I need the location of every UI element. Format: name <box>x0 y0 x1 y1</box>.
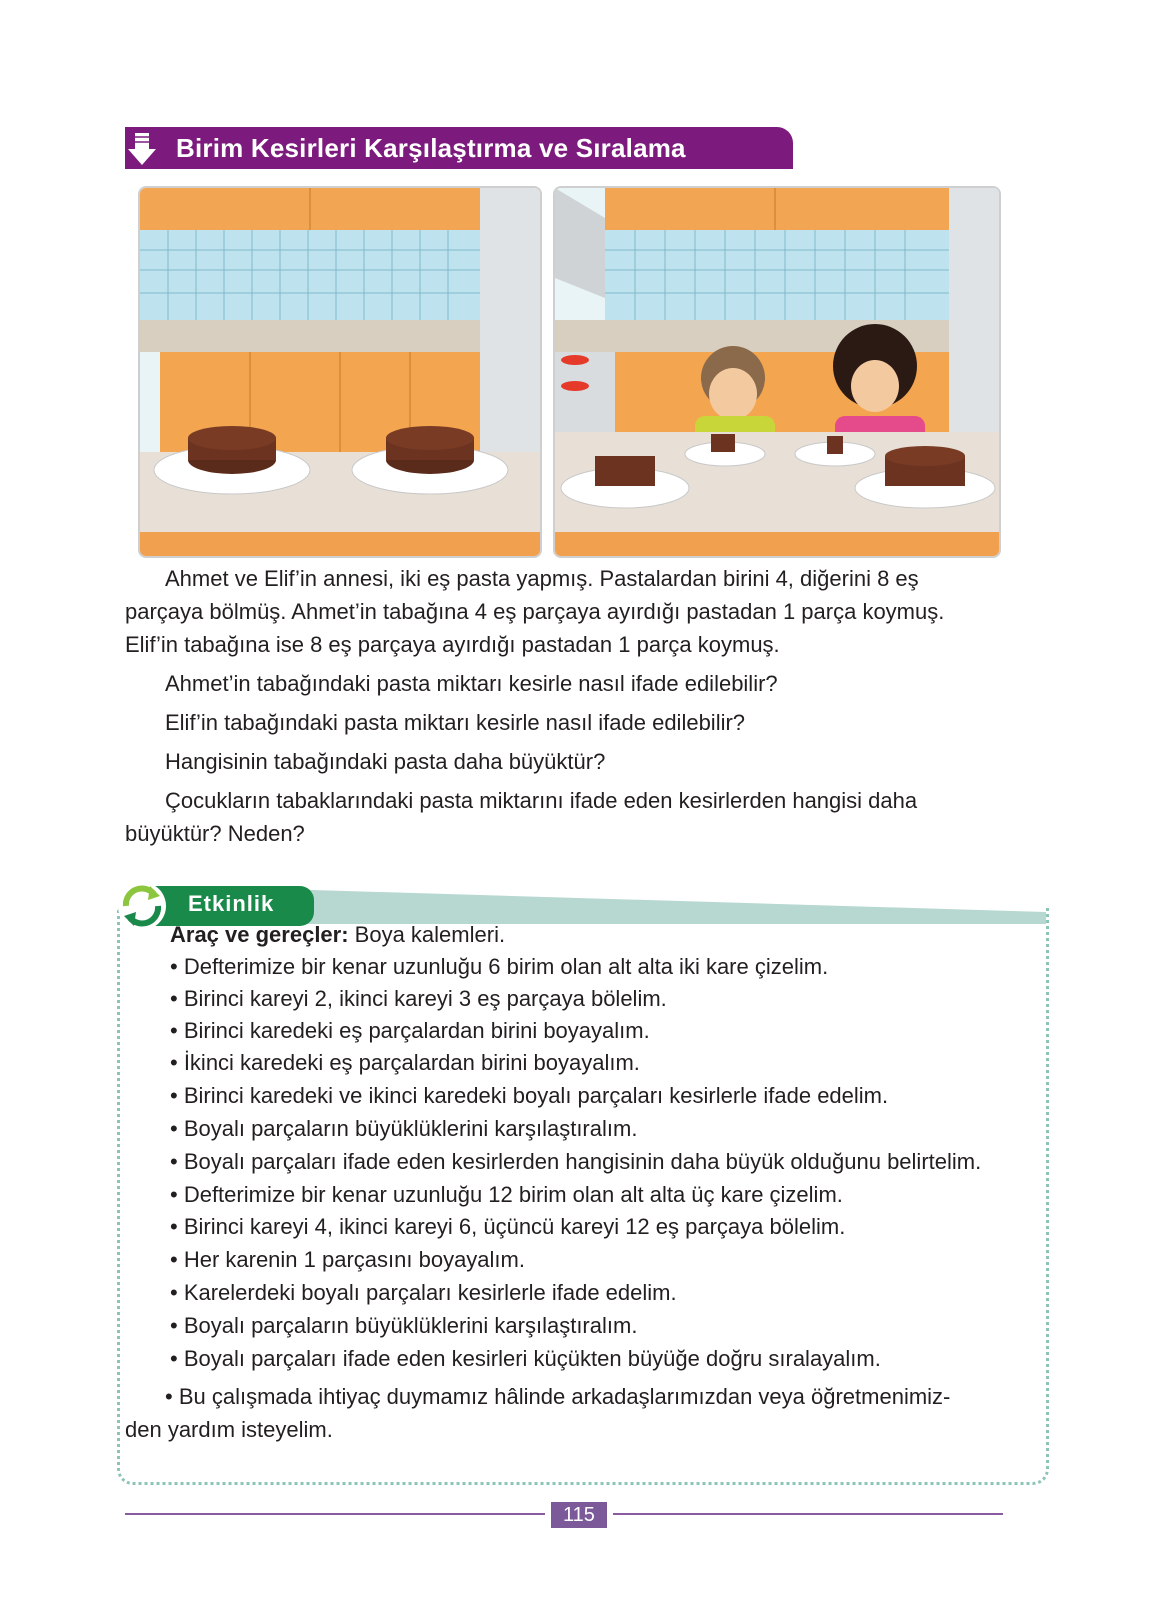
activity-item: • Boyalı parçaları ifade eden kesirleri küçükten büyüğe doğru sıralayalım. <box>170 1346 881 1371</box>
activity-item: • Birinci kareyi 4, ikinci kareyi 6, üçüncü kareyi 12 eş parçaya bölelim. <box>170 1214 846 1239</box>
question-2: Elif’in tabağındaki pasta miktarı kesirle nasıl ifade edilebilir? <box>165 710 746 735</box>
activity-item: • Karelerdeki boyalı parçaları kesirlerle ifade edelim. <box>170 1280 677 1305</box>
recycle-arrows-icon <box>116 880 168 932</box>
activity-item: • Boyalı parçaları ifade eden kesirlerden hangisinin daha büyük olduğunu belirtelim. <box>170 1149 982 1174</box>
question-4-line-2: büyüktür? Neden? <box>125 821 305 846</box>
kitchen-illustration-right <box>553 186 1001 558</box>
activity-item: • Her karenin 1 parçasını boyayalım. <box>170 1247 525 1272</box>
activity-label: Etkinlik <box>188 891 275 916</box>
story-paragraph-line-1: Ahmet ve Elif’in annesi, iki eş pasta yapmış. Pastalardan birini 4, diğerini 8 eş <box>165 566 919 591</box>
footer-line-left <box>125 1513 545 1515</box>
down-arrow-icon <box>126 131 158 167</box>
story-paragraph-line-2: parçaya bölmüş. Ahmet’in tabağına 4 eş parçaya ayırdığı pastadan 1 parça koymuş. <box>125 599 945 624</box>
activity-item: • Boyalı parçaların büyüklüklerini karşılaştıralım. <box>170 1313 638 1338</box>
activity-item: • Birinci karedeki eş parçalardan birini boyayalım. <box>170 1018 650 1043</box>
footer-line-right <box>613 1513 1003 1515</box>
activity-last-line-2: den yardım isteyelim. <box>125 1417 333 1442</box>
section-title: Birim Kesirleri Karşılaştırma ve Sıralama <box>176 133 686 163</box>
activity-item: • Birinci kareyi 2, ikinci kareyi 3 eş parçaya bölelim. <box>170 986 667 1011</box>
activity-item: • Boyalı parçaların büyüklüklerini karşılaştıralım. <box>170 1116 638 1141</box>
activity-last-line-1: • Bu çalışmada ihtiyaç duymamız hâlinde arkadaşlarımızdan veya öğretmenimiz- <box>165 1384 951 1409</box>
story-paragraph-line-3: Elif’in tabağına ise 8 eş parçaya ayırdığı pastadan 1 parça koymuş. <box>125 632 780 657</box>
page-number: 115 <box>551 1502 607 1528</box>
question-4-line-1: Çocukların tabaklarındaki pasta miktarını ifade eden kesirlerden hangisi daha <box>165 788 918 813</box>
activity-item: • İkinci karedeki eş parçalardan birini boyayalım. <box>170 1050 640 1075</box>
activity-item: • Birinci karedeki ve ikinci karedeki boyalı parçaları kesirlerle ifade edelim. <box>170 1083 889 1108</box>
question-1: Ahmet’in tabağındaki pasta miktarı kesirle nasıl ifade edilebilir? <box>165 671 778 696</box>
activity-item: • Defterimize bir kenar uzunluğu 12 birim olan alt alta üç kare çizelim. <box>170 1182 843 1207</box>
materials-line: Araç ve gereçler: Boya kalemleri. <box>170 922 506 947</box>
activity-item: • Defterimize bir kenar uzunluğu 6 birim olan alt alta iki kare çizelim. <box>170 954 829 979</box>
kitchen-illustration-left <box>138 186 542 558</box>
question-3: Hangisinin tabağındaki pasta daha büyüktür? <box>165 749 606 774</box>
